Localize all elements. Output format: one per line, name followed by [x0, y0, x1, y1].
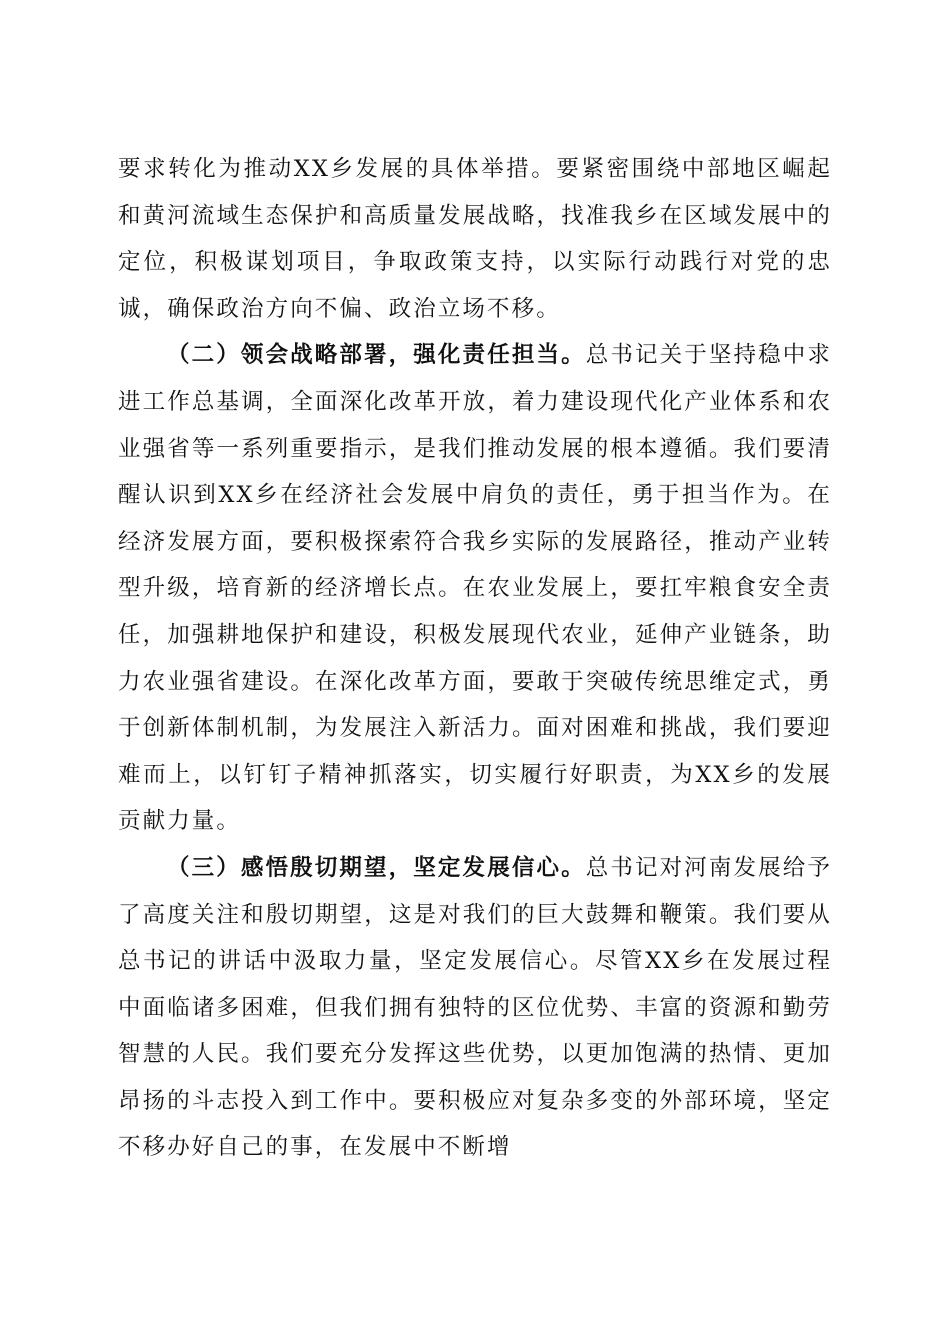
paragraph-body: 要求转化为推动XX乡发展的具体举措。要紧密围绕中部地区崛起和黄河流域生态保护和高质量发展战略，找准我乡在区域发展中的定位，积极谋划项目，争取政策支持，以实际行动践行对党的忠诚，确保政治方向不偏、政治立场不移。 — [118, 156, 832, 322]
section-heading: （二）领会战略部署，强化责任担当。 — [167, 342, 586, 369]
section-heading: （三）感悟殷切期望，坚定发展信心。 — [167, 854, 586, 881]
document-body — [118, 146, 832, 1171]
paragraph-body: 总书记对河南发展给予了高度关注和殷切期望，这是对我们的巨大鼓舞和鞭策。我们要从总书记的讲话中汲取力量，坚定发展信心。尽管XX乡在发展过程中面临诸多困难，但我们拥有独特的区位优势、丰富的资源和勤劳智慧的人民。我们要充分发挥这些优势，以更加饱满的热情、更加昂扬的斗志投入到工作中。要积极应对复杂多变的外部环境，坚定不移办好自己的事，在发展中不断增 — [118, 854, 832, 1161]
paragraph-continuation — [118, 146, 832, 332]
paragraph-section-two — [118, 332, 832, 845]
paragraph-section-three — [118, 845, 832, 1171]
paragraph-body: 总书记关于坚持稳中求进工作总基调，全面深化改革开放，着力建设现代化产业体系和农业强省等一系列重要指示，是我们推动发展的根本遵循。我们要清醒认识到XX乡在经济社会发展中肩负的责任，勇于担当作为。在经济发展方面，要积极探索符合我乡实际的发展路径，推动产业转型升级，培育新的经济增长点。在农业发展上，要扛牢粮食安全责任，加强耕地保护和建设，积极发展现代农业，延伸产业链条，助力农业强省建设。在深化改革方面，要敢于突破传统思维定式，勇于创新体制机制，为发展注入新活力。面对困难和挑战，我们要迎难而上，以钉钉子精神抓落实，切实履行好职责，为XX乡的发展贡献力量。 — [118, 342, 832, 835]
